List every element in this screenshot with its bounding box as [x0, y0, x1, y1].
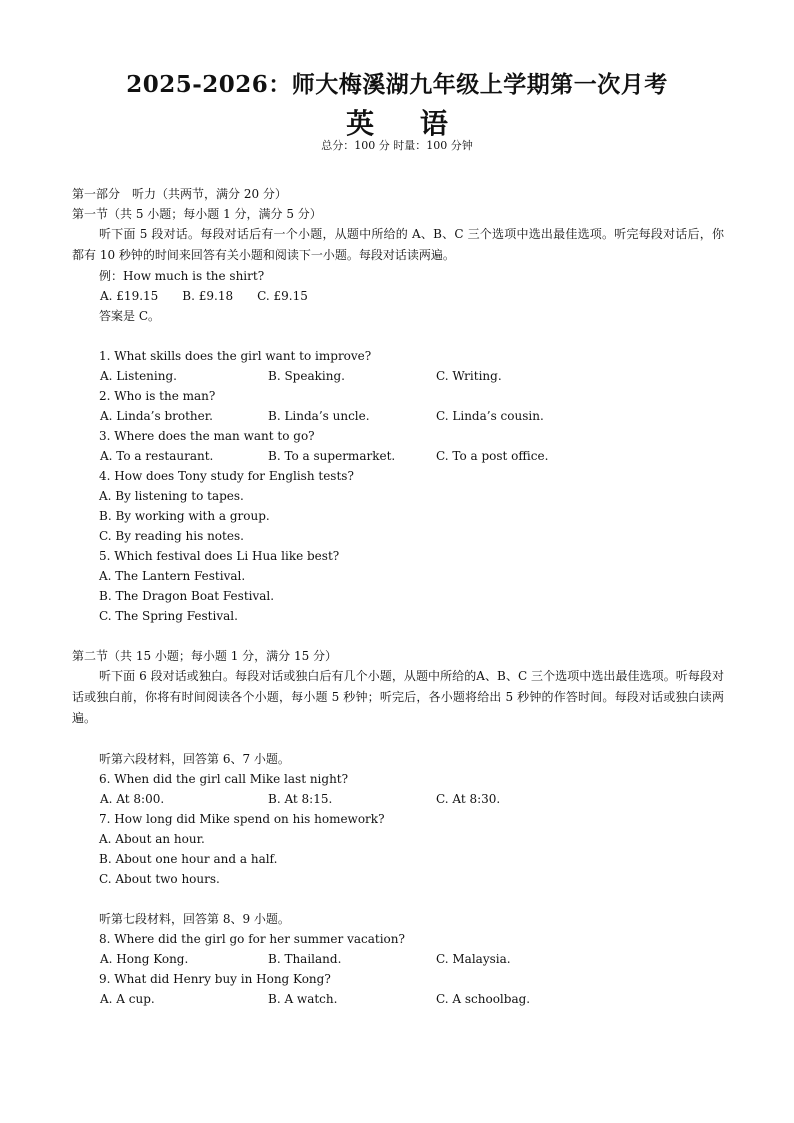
question-8: 8. Where did the girl go for her summer vacation? [99, 932, 405, 946]
section1-instructions: 听下面 5 段对话。每段对话后有一个小题，从题中所给的 A、B、C 三个选项中选出最佳选项。听完每段对话后，你都有 10 秒钟的时间来回答有关小题和阅读下一小题。每段对话读两遍。 [72, 227, 724, 262]
subject-title: 英 语 [346, 107, 466, 140]
example-option-a: A. £19.15 [100, 289, 159, 303]
option-c: C. Writing. [436, 369, 502, 383]
example-options [72, 286, 724, 306]
material-7-heading: 听第七段材料，回答第 8、9 小题。 [99, 912, 290, 926]
section2-heading: 第二节（共 15 小题；每小题 1 分，满分 15 分） [72, 649, 338, 663]
option-a: A. Listening. [100, 369, 177, 383]
option-a: A. To a restaurant. [100, 449, 214, 463]
option-b: B. About one hour and a half. [99, 852, 278, 866]
option-c: C. To a post office. [436, 449, 549, 463]
question-8-options [72, 949, 724, 969]
question-4: 4. How does Tony study for English tests? [99, 469, 354, 483]
question-6-options [72, 789, 724, 809]
question-1: 1. What skills does the girl want to improve? [99, 349, 372, 363]
question-9-options [72, 989, 724, 1009]
exam-title: 2025-2026：师大梅溪湖九年级上学期第一次月考 [126, 71, 668, 98]
part1-heading: 第一部分 听力（共两节，满分 20 分） [72, 187, 287, 201]
option-c: C. A schoolbag. [436, 992, 531, 1006]
example-answer: 答案是 C。 [99, 309, 160, 323]
option-a: A. By listening to tapes. [99, 489, 244, 503]
option-b: B. Thailand. [268, 952, 342, 966]
option-a: A. About an hour. [99, 832, 205, 846]
question-3-options [72, 446, 724, 466]
exam-content [72, 184, 724, 1009]
question-9: 9. What did Henry buy in Hong Kong? [99, 972, 331, 986]
option-b: B. A watch. [268, 992, 338, 1006]
option-b: B. By working with a group. [99, 509, 270, 523]
option-c: C. About two hours. [99, 872, 220, 886]
option-a: A. A cup. [100, 992, 155, 1006]
option-b: B. At 8:15. [268, 792, 333, 806]
option-c: C. Malaysia. [436, 952, 511, 966]
question-6: 6. When did the girl call Mike last night? [99, 772, 349, 786]
example-option-c: C. £9.15 [257, 289, 308, 303]
option-b: B. Speaking. [268, 369, 345, 383]
example-option-b: B. £9.18 [182, 289, 234, 303]
option-b: B. The Dragon Boat Festival. [99, 589, 275, 603]
option-a: A. The Lantern Festival. [99, 569, 246, 583]
question-5: 5. Which festival does Li Hua like best? [99, 549, 340, 563]
question-1-options [72, 366, 724, 386]
section1-heading: 第一节（共 5 小题；每小题 1 分，满分 5 分） [72, 207, 322, 221]
option-a: A. Hong Kong. [100, 952, 189, 966]
option-c: C. At 8:30. [436, 792, 501, 806]
option-a: A. Linda’s brother. [100, 409, 213, 423]
example-question: 例：How much is the shirt? [99, 269, 265, 283]
question-3: 3. Where does the man want to go? [99, 429, 315, 443]
option-b: B. To a supermarket. [268, 449, 396, 463]
exam-meta: 总分：100 分 时量：100 分钟 [321, 139, 473, 152]
question-7: 7. How long did Mike spend on his homework? [99, 812, 385, 826]
section2-instructions: 听下面 6 段对话或独白。每段对话或独白后有几个小题，从题中所给的A、B、C 三个选项中选出最佳选项。听每段对话或独白前，你将有时间阅读各个小题，每小题 5 秒钟；听完后，各小题将给出 5 秒钟的作答时间。每段对话或独白读两遍。 [72, 669, 724, 725]
option-b: B. Linda’s uncle. [268, 409, 370, 423]
option-c: C. Linda’s cousin. [436, 409, 544, 423]
option-c: C. The Spring Festival. [99, 609, 238, 623]
option-c: C. By reading his notes. [99, 529, 244, 543]
question-2-options [72, 406, 724, 426]
option-a: A. At 8:00. [100, 792, 165, 806]
question-2: 2. Who is the man? [99, 389, 216, 403]
material-6-heading: 听第六段材料，回答第 6、7 小题。 [99, 752, 290, 766]
